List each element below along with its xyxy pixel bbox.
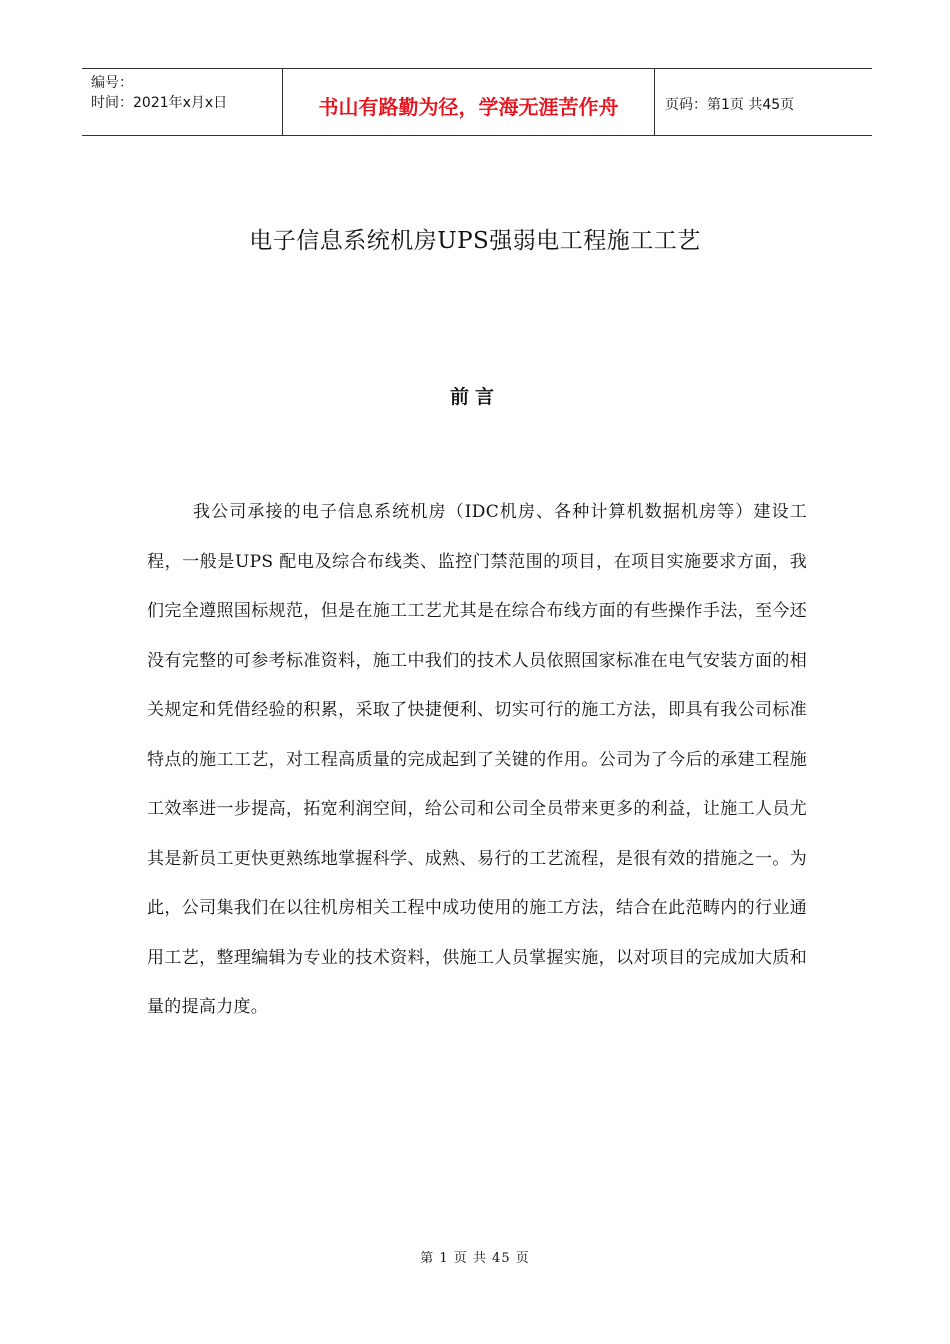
header-motto-cell <box>283 69 655 135</box>
section-heading: 前言 <box>449 386 500 408</box>
header-meta-cell <box>82 69 283 135</box>
page-footer: 第 1 页 共 45 页 <box>420 1251 530 1266</box>
body-paragraph: 我公司承接的电子信息系统机房（IDC机房、各种计算机数据机房等）建设工程，一般是UPS 配电及综合布线类、监控门禁范围的项目，在项目实施要求方面，我们完全遵照国标规范，但是在施工工艺尤其是在综合布线方面的有些操作手法，至今还没有完整的可参考标准资料，施工中我们的技术人员依照国家标准在电气安装方面的相关规定和凭借经验的积累，采取了快捷便利、切实可行的施工方法，即具有我公司标准特点的施工工艺，对工程高质量的完成起到了关键的作用。公司为了今后的承建工程施工效率进一步提高，拓宽利润空间，给公司和公司全员带来更多的利益，让施工人员尤其是新员工更快更熟练地掌握科学、成熟、易行的工艺流程，是很有效的措施之一。为此，公司集我们在以往机房相关工程中成功使用的施工方法，结合在此范畴内的行业通用工艺，整理编辑为专业的技术资料，供施工人员掌握实施，以对项目的完成加大质和量的提高力度。 <box>147 502 807 1017</box>
number-label: 编号： <box>91 75 133 91</box>
motto-text: 书山有路勤为径，学海无涯苦作舟 <box>318 94 619 119</box>
header-page-cell <box>655 69 872 135</box>
page-info: 页码：第1页 共45页 <box>665 97 795 113</box>
document-title: 电子信息系统机房UPS强弱电工程施工工艺 <box>249 228 701 254</box>
header-table <box>82 68 872 136</box>
time-label: 时间：2021年x月x日 <box>91 95 228 111</box>
